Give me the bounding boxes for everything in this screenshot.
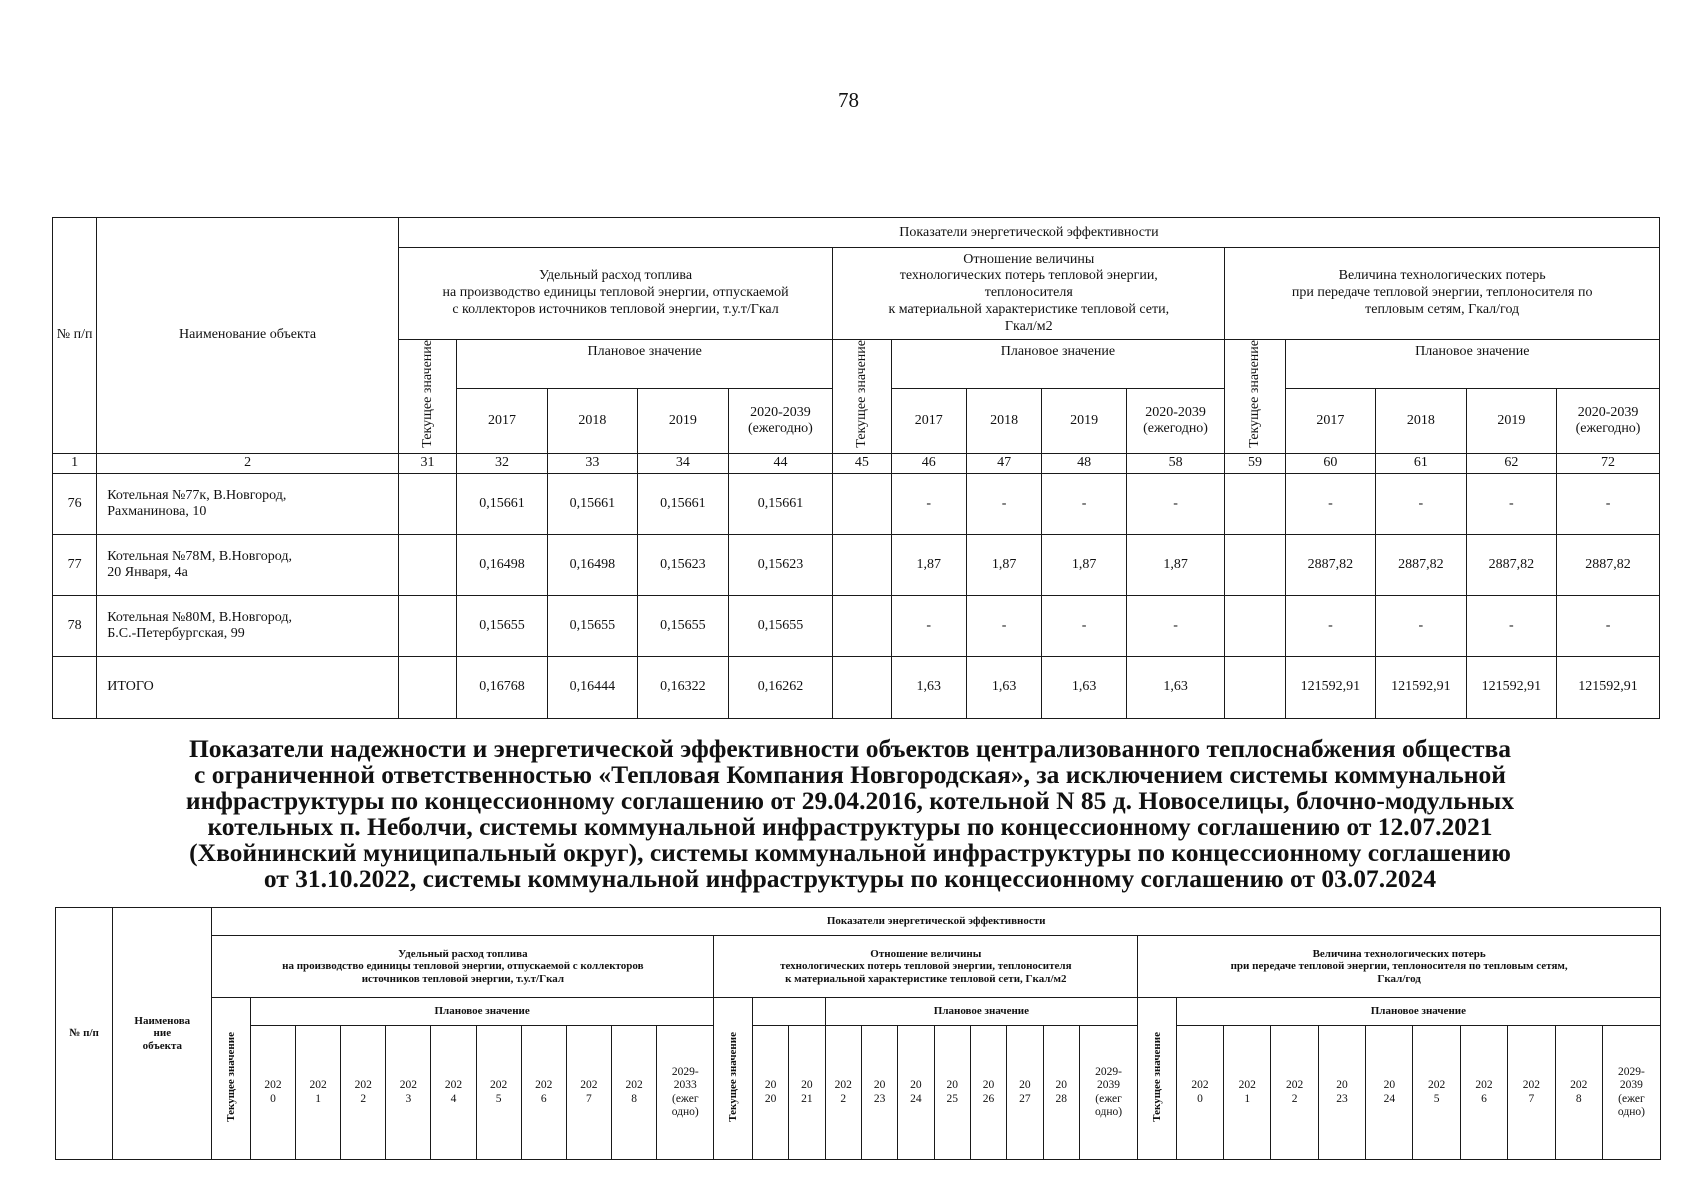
value-cell: - [1126,595,1225,656]
current-value-label: Текущее значение [854,340,870,448]
year-header: 202 8 [1555,1026,1602,1160]
year-header: 2020-2039 (ежегодно) [1126,389,1225,454]
blank-cell [752,998,825,1026]
value-cell: 1,63 [1042,656,1126,718]
value-cell: - [1042,473,1126,534]
value-cell [398,473,456,534]
value-cell [398,534,456,595]
value-cell [1225,534,1285,595]
table-row [53,595,1660,656]
value-cell: - [1042,595,1126,656]
year-header: 2018 [1376,389,1466,454]
value-cell [833,473,891,534]
year-header: 2017 [1285,389,1375,454]
header-fuel-consumption: Удельный расход топлива на производство единицы тепловой энергии, отпускаемой с коллекторов источников тепловой энергии, т.у.т/Гкал [398,248,832,340]
value-cell: 121592,91 [1376,656,1466,718]
column-number: 45 [833,453,891,473]
year-header: 202 5 [476,1026,521,1160]
current-value-label: Текущее значение [1247,340,1263,448]
heading-line: инфраструктуры по концессионному соглашению от 29.04.2016, котельной N 85 д. Новоселицы, блочно-модульных [185,786,1515,815]
header-tech-losses: Величина технологических потерь при передаче тепловой энергии, теплоносителя по тепловым сетям, Гкал/год [1225,248,1660,340]
heading-line: с ограниченной ответственностью «Тепловая Компания Новгородская», за исключением системы коммунальной [194,760,1506,789]
year-header: 20 24 [898,1026,934,1160]
year-header: 2019 [638,389,728,454]
year-header: 2017 [457,389,547,454]
column-number: 62 [1466,453,1556,473]
value-cell: 0,15623 [638,534,728,595]
header-tech-losses: Величина технологических потерь при передаче тепловой энергии, теплоносителя по тепловым сетям, Гкал/год [1138,936,1661,998]
value-cell [398,656,456,718]
year-header: 20 20 [752,1026,788,1160]
planned-value-label: Плановое значение [825,998,1138,1026]
column-number: 58 [1126,453,1225,473]
value-cell: - [891,473,966,534]
value-cell: 2887,82 [1285,534,1375,595]
value-cell: 1,87 [891,534,966,595]
value-cell: 0,15623 [728,534,833,595]
column-number: 48 [1042,453,1126,473]
column-number: 59 [1225,453,1285,473]
value-cell [398,595,456,656]
value-cell: 0,16262 [728,656,833,718]
value-cell: 0,15655 [547,595,637,656]
column-number: 61 [1376,453,1466,473]
value-cell [833,656,891,718]
value-cell: - [966,595,1041,656]
value-cell: 1,87 [1126,534,1225,595]
row-number [53,656,97,718]
efficiency-table-2 [55,907,1661,1160]
value-cell: 1,63 [1126,656,1225,718]
header-loss-ratio: Отношение величины технологических потерь тепловой энергии, теплоносителя к материальной характеристике тепловой сети, Гкал/м2 [833,248,1225,340]
value-cell [1225,473,1285,534]
value-cell: 1,87 [1042,534,1126,595]
value-cell: 1,87 [966,534,1041,595]
value-cell: 0,15655 [457,595,547,656]
column-number: 60 [1285,453,1375,473]
year-header: 202 8 [612,1026,657,1160]
object-name: Котельная №77к, В.Новгород, Рахманинова, 10 [97,473,399,534]
year-header: 20 23 [1318,1026,1365,1160]
year-header: 202 1 [296,1026,341,1160]
column-number-row [53,453,1660,473]
header-indicators: Показатели энергетической эффективности [398,218,1659,248]
year-header: 202 2 [825,1026,861,1160]
year-header: 2019 [1042,389,1126,454]
column-number: 34 [638,453,728,473]
column-number: 33 [547,453,637,473]
value-cell: 0,15655 [728,595,833,656]
section-heading [110,736,1590,892]
value-cell: 0,15661 [728,473,833,534]
year-header: 202 7 [566,1026,611,1160]
year-header: 2017 [891,389,966,454]
planned-value-label: Плановое значение [891,340,1225,389]
value-cell: - [966,473,1041,534]
year-header: 20 24 [1366,1026,1413,1160]
value-cell: - [1376,595,1466,656]
value-cell: 121592,91 [1285,656,1375,718]
value-cell [1225,656,1285,718]
header-num: № п/п [53,218,97,454]
year-header: 202 3 [386,1026,431,1160]
year-header: 202 0 [1176,1026,1223,1160]
column-number: 47 [966,453,1041,473]
value-cell: 0,15661 [638,473,728,534]
year-header: 2020-2039 (ежегодно) [728,389,833,454]
year-header: 20 25 [934,1026,970,1160]
year-header: 202 6 [521,1026,566,1160]
header-num: № п/п [56,908,113,1160]
value-cell [833,534,891,595]
year-header: 20 26 [970,1026,1006,1160]
year-header: 2029- 2039 (ежег одно) [1602,1026,1660,1160]
value-cell: 0,16498 [457,534,547,595]
value-cell: - [1285,473,1375,534]
year-header: 2029- 2039 (ежег одно) [1079,1026,1137,1160]
table-row [53,473,1660,534]
value-cell: - [1557,473,1660,534]
object-name: ИТОГО [97,656,399,718]
current-value-label: Текущее значение [225,1031,238,1122]
column-number: 2 [97,453,399,473]
value-cell: 2887,82 [1466,534,1556,595]
header-loss-ratio: Отношение величины технологических потерь тепловой энергии, теплоносителя к материальной характеристике тепловой сети, Гкал/м2 [714,936,1138,998]
value-cell: - [1285,595,1375,656]
value-cell: 121592,91 [1466,656,1556,718]
value-cell: 2887,82 [1376,534,1466,595]
year-header: 202 5 [1413,1026,1460,1160]
year-header: 2019 [1466,389,1556,454]
planned-value-label: Плановое значение [250,998,714,1026]
value-cell: - [891,595,966,656]
column-number: 1 [53,453,97,473]
value-cell: 0,15655 [638,595,728,656]
year-header: 20 27 [1007,1026,1043,1160]
column-number: 32 [457,453,547,473]
header-indicators: Показатели энергетической эффективности [212,908,1661,936]
value-cell: - [1376,473,1466,534]
current-value-label: Текущее значение [727,1031,740,1122]
value-cell: 0,15661 [457,473,547,534]
year-header: 202 7 [1508,1026,1555,1160]
row-number: 78 [53,595,97,656]
value-cell [1225,595,1285,656]
row-number: 77 [53,534,97,595]
value-cell: - [1126,473,1225,534]
value-cell: 1,63 [891,656,966,718]
row-number: 76 [53,473,97,534]
planned-value-label: Плановое значение [1176,998,1660,1026]
heading-line: (Хвойнинский муниципальный округ), системы коммунальной инфраструктуры по концессионному соглашению [189,838,1511,867]
value-cell: - [1557,595,1660,656]
column-number: 72 [1557,453,1660,473]
page-number: 78 [838,88,859,112]
current-value-label: Текущее значение [1150,1031,1163,1122]
value-cell: 1,63 [966,656,1041,718]
column-number: 44 [728,453,833,473]
heading-line: от 31.10.2022, системы коммунальной инфраструктуры по концессионному соглашению от 03.07.2024 [263,864,1437,893]
year-header: 2018 [966,389,1041,454]
value-cell: - [1466,595,1556,656]
object-name: Котельная №80М, В.Новгород, Б.С.-Петербургская, 99 [97,595,399,656]
efficiency-table-1 [52,217,1660,719]
year-header: 20 21 [789,1026,825,1160]
value-cell: 121592,91 [1557,656,1660,718]
header-name: Наименование объекта [97,218,399,454]
planned-value-label: Плановое значение [457,340,833,389]
value-cell [833,595,891,656]
header-fuel-consumption: Удельный расход топлива на производство единицы тепловой энергии, отпускаемой с коллекторов источников тепловой энергии, т.у.т/Гкал [212,936,714,998]
year-header: 2020-2039 (ежегодно) [1557,389,1660,454]
current-value-label: Текущее значение [419,340,435,448]
year-header: 2029- 2033 (ежег одно) [657,1026,714,1160]
year-header: 202 1 [1224,1026,1271,1160]
value-cell: 0,16498 [547,534,637,595]
year-header: 202 2 [341,1026,386,1160]
table-row [53,534,1660,595]
object-name: Котельная №78М, В.Новгород, 20 Января, 4а [97,534,399,595]
year-header: 202 0 [250,1026,295,1160]
value-cell: 0,16444 [547,656,637,718]
year-header: 202 4 [431,1026,476,1160]
value-cell: - [1466,473,1556,534]
year-header: 20 23 [861,1026,897,1160]
table-row [53,656,1660,718]
value-cell: 0,15661 [547,473,637,534]
heading-line: Показатели надежности и энергетической эффективности объектов централизованного теплоснабжения общества [188,734,1512,763]
value-cell: 0,16322 [638,656,728,718]
year-header: 20 28 [1043,1026,1079,1160]
column-number: 46 [891,453,966,473]
planned-value-label: Плановое значение [1285,340,1659,389]
column-number: 31 [398,453,456,473]
value-cell: 2887,82 [1557,534,1660,595]
heading-line: котельных п. Неболчи, системы коммунальной инфраструктуры по концессионному соглашению от 12.07.2021 [207,812,1493,841]
year-header: 202 2 [1271,1026,1318,1160]
header-name: Наименова ние объекта [113,908,212,1160]
year-header: 2018 [547,389,637,454]
value-cell: 0,16768 [457,656,547,718]
year-header: 202 6 [1460,1026,1507,1160]
